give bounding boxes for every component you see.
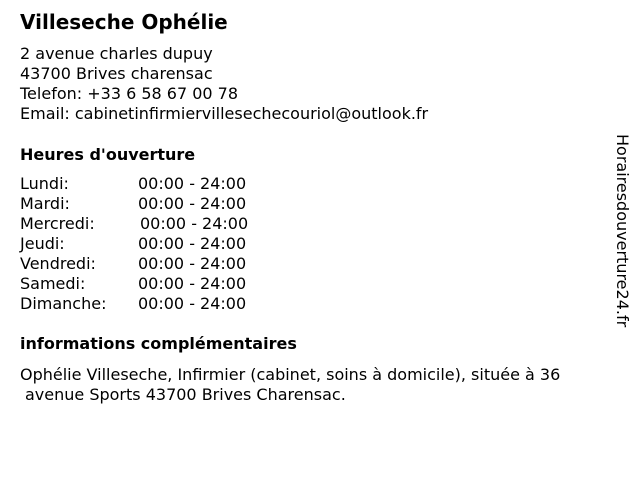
info-line-2: avenue Sports 43700 Brives Charensac.	[25, 385, 346, 404]
site-watermark: Horairesdouverture24.fr	[613, 134, 632, 328]
phone-line: Telefon: +33 6 58 67 00 78	[20, 84, 239, 103]
day-label: Dimanche:	[20, 294, 107, 313]
info-line-1: Ophélie Villeseche, Infirmier (cabinet, soins à domicile), située à 36	[20, 365, 561, 384]
address-line-street: 2 avenue charles dupuy	[20, 44, 213, 63]
hours-heading: Heures d'ouverture	[20, 145, 196, 164]
hours-row-friday	[20, 254, 280, 274]
day-label: Samedi:	[20, 274, 86, 293]
time-range: 00:00 - 24:00	[138, 234, 247, 253]
email-line: Email: cabinetinfirmiervillesechecouriol@outlook.fr	[20, 104, 429, 123]
time-range: 00:00 - 24:00	[140, 214, 249, 233]
info-paragraph	[20, 365, 620, 405]
hours-row-sunday	[20, 294, 280, 314]
hours-row-monday	[20, 174, 280, 194]
time-range: 00:00 - 24:00	[138, 174, 247, 193]
hours-row-thursday	[20, 234, 280, 254]
hours-table	[20, 174, 280, 314]
day-label: Jeudi:	[20, 234, 65, 253]
day-label: Mercredi:	[20, 214, 95, 233]
hours-row-tuesday	[20, 194, 280, 214]
time-range: 00:00 - 24:00	[138, 194, 247, 213]
time-range: 00:00 - 24:00	[138, 274, 247, 293]
info-heading: informations complémentaires	[20, 334, 297, 353]
hours-row-saturday	[20, 274, 280, 294]
day-label: Lundi:	[20, 174, 69, 193]
hours-row-wednesday	[20, 214, 280, 234]
day-label: Mardi:	[20, 194, 70, 213]
business-name: Villeseche Ophélie	[20, 10, 228, 34]
address-line-city: 43700 Brives charensac	[20, 64, 213, 83]
time-range: 00:00 - 24:00	[138, 254, 247, 273]
time-range: 00:00 - 24:00	[138, 294, 247, 313]
day-label: Vendredi:	[20, 254, 96, 273]
contact-block	[20, 44, 428, 124]
